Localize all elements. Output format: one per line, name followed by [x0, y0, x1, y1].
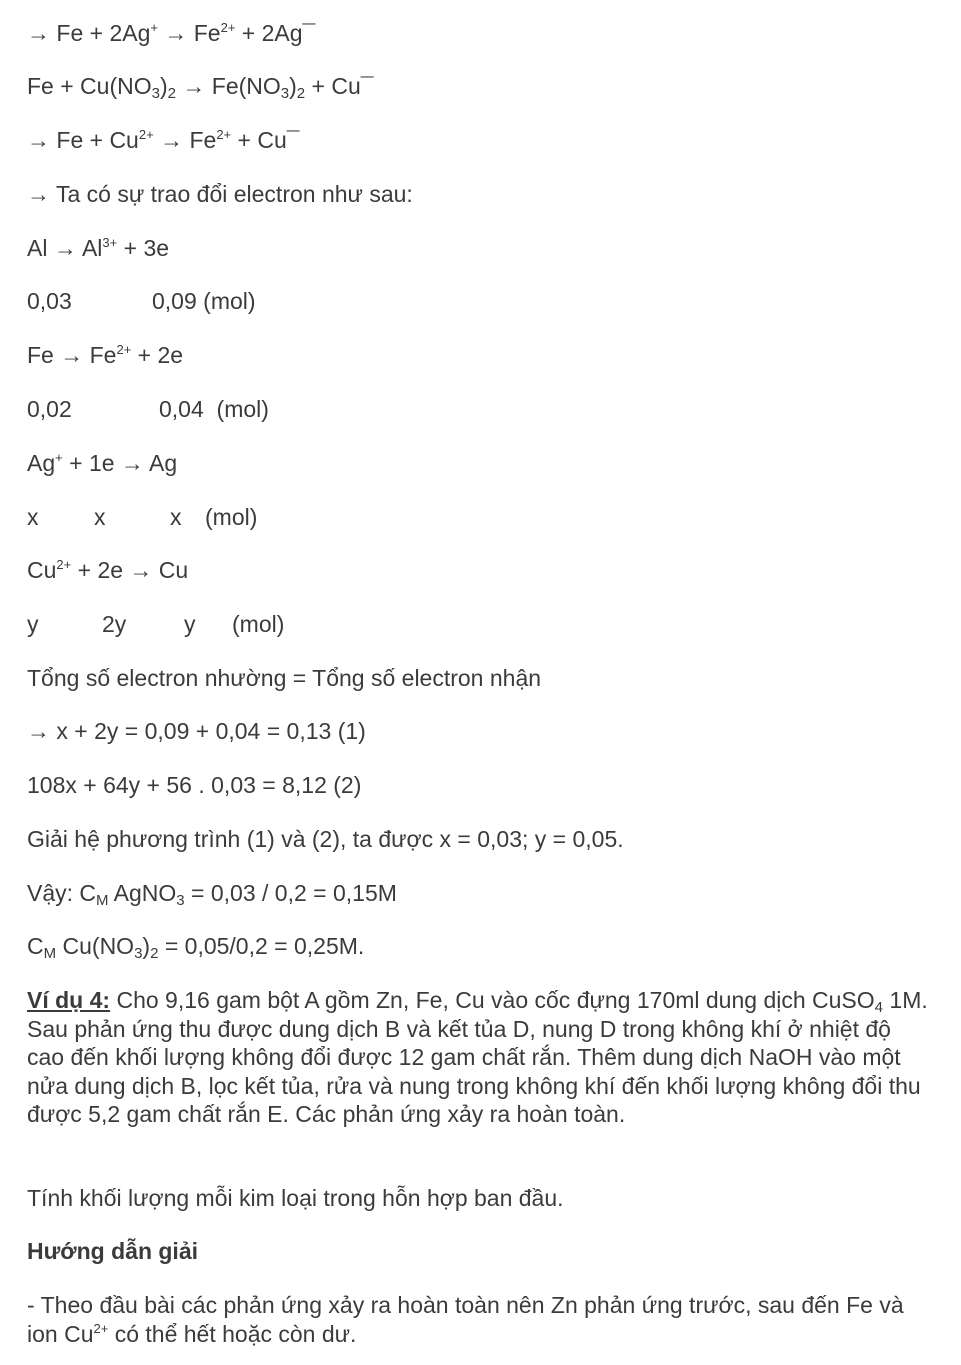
text-line-13: Tổng số electron nhường = Tổng số electron nhận: [27, 665, 542, 691]
text-line-15: 108x + 64y + 56 . 0,03 = 8,12 (2): [27, 772, 362, 798]
equation-line-2: $Fe + Cu(NO_3)_2 \to Fe(NO_3)_2$ + Cu¯: [27, 73, 374, 102]
example-4-paragraph: Ví dụ 4: Cho 9,16 gam bột A gồm Zn, Fe, Cu vào cốc đựng 170ml dung dịch CuSO$_4$ 1M. Sau phản ứng thu được dung dịch B và kết tủa D, nung D trong không khí ở nhiệt độ cao đến khối lượng không đổi được 12 gam chất rắn. Thêm dung dịch NaOH vào một nửa dung dịch B, lọc kết tủa, rửa và nung trong không khí đến khối lượng không đổi thu được 5,2 gam chất rắn E. Các phản ứng xảy ra hoàn toàn.: [27, 987, 928, 1127]
equation-line-11: $Cu^{2+} + 2e \to Cu$: [27, 557, 189, 583]
mol-line-12: y 2y y (mol): [27, 611, 285, 637]
mol-line-6: 0,03 0,09 (mol): [27, 288, 256, 314]
text-line-16: Giải hệ phương trình (1) và (2), ta được x = 0,03; y = 0,05.: [27, 826, 624, 852]
text-line-18: $C_M$ $Cu(NO_3)_2 = 0,05/0,2 = 0,25M$.: [27, 933, 365, 962]
mol-line-10: x x x (mol): [27, 504, 258, 530]
equation-line-7: $Fe \to Fe^{2+} + 2e$: [27, 342, 184, 368]
equation-line-1: → $Fe + 2Ag^+ \to Fe^{2+}$ + 2Ag¯: [27, 20, 316, 46]
guide-heading: Hướng dẫn giải: [27, 1238, 199, 1264]
text-line-4: → Ta có sự trao đổi electron như sau:: [27, 181, 413, 207]
text-line-14: → x + 2y = 0,09 + 0,04 = 0,13 (1): [27, 718, 366, 744]
equation-line-9: Ag+ + 1e → Ag: [27, 450, 178, 476]
example-label: Ví dụ 4:: [27, 987, 111, 1013]
guide-paragraph: - Theo đầu bài các phản ứng xảy ra hoàn toàn nên Zn phản ứng trước, sau đến Fe và ion $Cu^{2+}$ có thể hết hoặc còn dư.: [27, 1292, 904, 1347]
equation-line-5: $Al \to Al^{3+} + 3e$: [27, 235, 170, 261]
question-text: Tính khối lượng mỗi kim loại trong hỗn hợp ban đầu.: [27, 1185, 564, 1211]
text-line-17: Vậy: $C_M$ AgNO$_3$ = 0,03 / 0,2 = 0,15M: [27, 880, 397, 909]
mol-line-8: 0,02 0,04 (mol): [27, 396, 269, 422]
equation-line-3: → $Fe + Cu^{2+} \to Fe^{2+}$ + Cu¯: [27, 127, 300, 153]
